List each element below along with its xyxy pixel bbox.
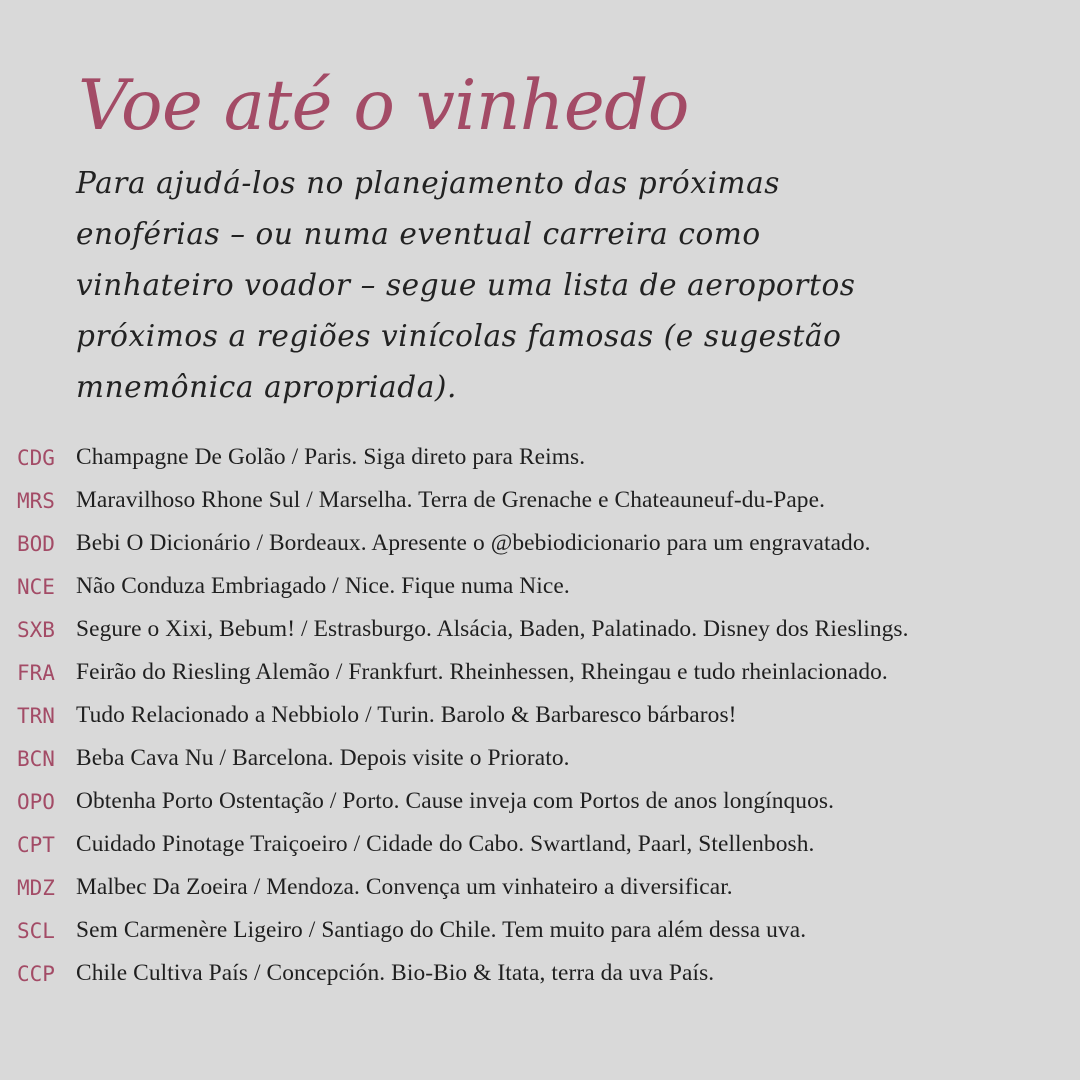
airport-row: [0, 479, 1080, 522]
airport-description: Segure o Xixi, Bebum! / Estrasburgo. Alsácia, Baden, Palatinado. Disney dos Rieslings.: [76, 616, 909, 642]
airport-description: Bebi O Dicionário / Bordeaux. Apresente o @bebiodicionario para um engravatado.: [76, 530, 871, 556]
intro-line: Para ajudá-los no planejamento das próximas: [76, 166, 781, 200]
airport-description: Tudo Relacionado a Nebbiolo / Turin. Barolo & Barbaresco bárbaros!: [76, 702, 737, 728]
airport-code: SXB: [17, 617, 55, 642]
airport-row: [0, 436, 1080, 479]
airport-code: CDG: [17, 445, 55, 470]
airport-description: Maravilhoso Rhone Sul / Marselha. Terra de Grenache e Chateauneuf-du-Pape.: [76, 487, 826, 513]
airport-description: Malbec Da Zoeira / Mendoza. Convença um vinhateiro a diversificar.: [76, 874, 733, 900]
airport-row: [0, 823, 1080, 866]
airport-code: CCP: [17, 961, 55, 986]
airport-description: Cuidado Pinotage Traiçoeiro / Cidade do Cabo. Swartland, Paarl, Stellenbosh.: [76, 831, 815, 857]
airport-description: Chile Cultiva País / Concepción. Bio-Bio & Itata, terra da uva País.: [76, 960, 715, 986]
airport-row: [0, 866, 1080, 909]
airport-description: Champagne De Golão / Paris. Siga direto para Reims.: [76, 444, 586, 470]
airport-row: [0, 694, 1080, 737]
airport-row: [0, 780, 1080, 823]
airport-description: Obtenha Porto Ostentação / Porto. Cause inveja com Portos de anos longínquos.: [76, 788, 835, 814]
airport-code: BOD: [17, 531, 55, 556]
airport-row: [0, 651, 1080, 694]
airport-row: [0, 522, 1080, 565]
page-title: Voe até o vinhedo: [78, 66, 689, 146]
airport-description: Não Conduza Embriagado / Nice. Fique numa Nice.: [76, 573, 570, 599]
airport-row: [0, 608, 1080, 651]
intro-paragraph: [76, 158, 896, 413]
airport-description: Beba Cava Nu / Barcelona. Depois visite o Priorato.: [76, 745, 570, 771]
intro-line: próximos a regiões vinícolas famosas (e sugestão: [76, 319, 842, 353]
airport-code: SCL: [17, 918, 55, 943]
airport-code: BCN: [17, 746, 55, 771]
airport-description: Feirão do Riesling Alemão / Frankfurt. Rheinhessen, Rheingau e tudo rheinlacionado.: [76, 659, 888, 685]
airport-code: MRS: [17, 488, 55, 513]
intro-line: enoférias – ou numa eventual carreira como: [76, 217, 761, 251]
intro-line: mnemônica apropriada).: [76, 370, 457, 404]
airport-row: [0, 565, 1080, 608]
airport-row: [0, 952, 1080, 995]
airport-row: [0, 737, 1080, 780]
airport-code: OPO: [17, 789, 55, 814]
intro-line: vinhateiro voador – segue uma lista de aeroportos: [76, 268, 856, 302]
airport-list: [0, 436, 1080, 995]
airport-code: CPT: [17, 832, 55, 857]
airport-code: FRA: [17, 660, 55, 685]
airport-code: NCE: [17, 574, 55, 599]
airport-code: MDZ: [17, 875, 55, 900]
airport-description: Sem Carmenère Ligeiro / Santiago do Chile. Tem muito para além dessa uva.: [76, 917, 807, 943]
airport-code: TRN: [17, 703, 55, 728]
airport-row: [0, 909, 1080, 952]
